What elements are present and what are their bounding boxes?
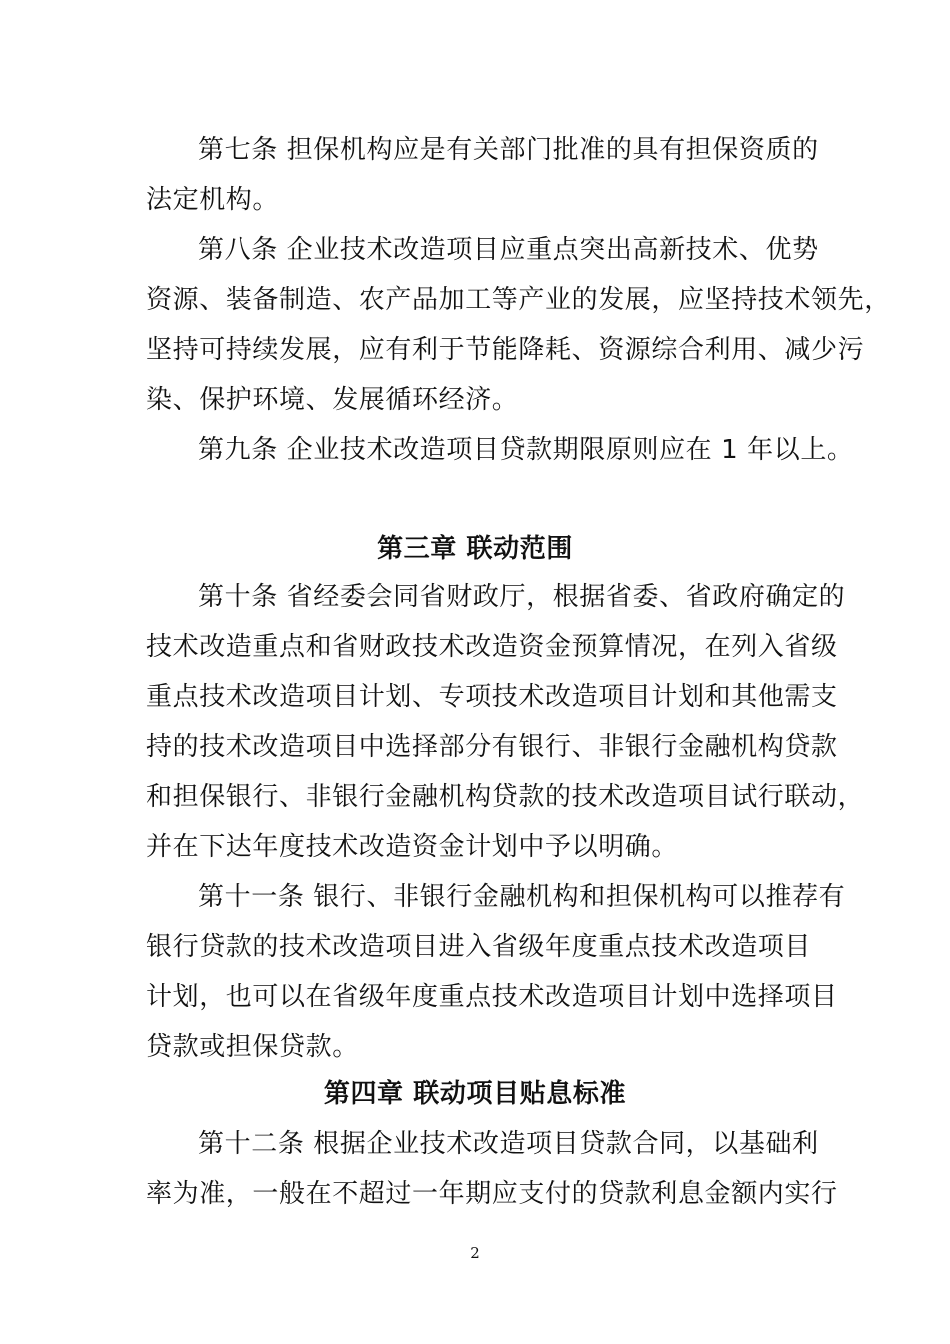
article-10-line-6: 并在下达年度技术改造资金计划中予以明确。 [146, 832, 679, 862]
article-8-line-1: 第八条 企业技术改造项目应重点突出高新技术、优势 [198, 235, 819, 265]
article-11-line-2: 银行贷款的技术改造项目进入省级年度重点技术改造项目 [146, 932, 812, 962]
article-11-line-4: 贷款或担保贷款。 [146, 1032, 359, 1062]
article-12-line-1: 第十二条 根据企业技术改造项目贷款合同，以基础利 [198, 1129, 819, 1159]
article-10-line-3: 重点技术改造项目计划、专项技术改造项目计划和其他需支 [146, 682, 838, 712]
article-10-line-1: 第十条 省经委会同省财政厅，根据省委、省政府确定的 [198, 582, 846, 612]
article-10-line-2: 技术改造重点和省财政技术改造资金预算情况，在列入省级 [146, 632, 838, 662]
article-9-line-1: 第九条 企业技术改造项目贷款期限原则应在 1 年以上。 [198, 435, 854, 465]
article-11-line-3: 计划，也可以在省级年度重点技术改造项目计划中选择项目 [146, 982, 838, 1012]
article-8-line-3: 坚持可持续发展，应有利于节能降耗、资源综合利用、减少污 [146, 335, 865, 365]
article-10-line-4: 持的技术改造项目中选择部分有银行、非银行金融机构贷款 [146, 732, 838, 762]
article-10-line-5: 和担保银行、非银行金融机构贷款的技术改造项目试行联动， [146, 782, 865, 812]
article-11-line-1: 第十一条 银行、非银行金融机构和担保机构可以推荐有 [198, 882, 846, 912]
article-8-line-2: 资源、装备制造、农产品加工等产业的发展，应坚持技术领先， [146, 285, 891, 315]
article-7-line-1: 第七条 担保机构应是有关部门批准的具有担保资质的 [198, 135, 819, 165]
article-12-line-2: 率为准，一般在不超过一年期应支付的贷款利息金额内实行 [146, 1179, 838, 1209]
chapter-3-heading: 第三章 联动范围 [377, 534, 573, 564]
article-8-line-4: 染、保护环境、发展循环经济。 [146, 385, 519, 415]
page-number: 2 [470, 1244, 480, 1262]
article-7-line-2: 法定机构。 [146, 185, 280, 215]
chapter-4-heading: 第四章 联动项目贴息标准 [323, 1079, 627, 1109]
